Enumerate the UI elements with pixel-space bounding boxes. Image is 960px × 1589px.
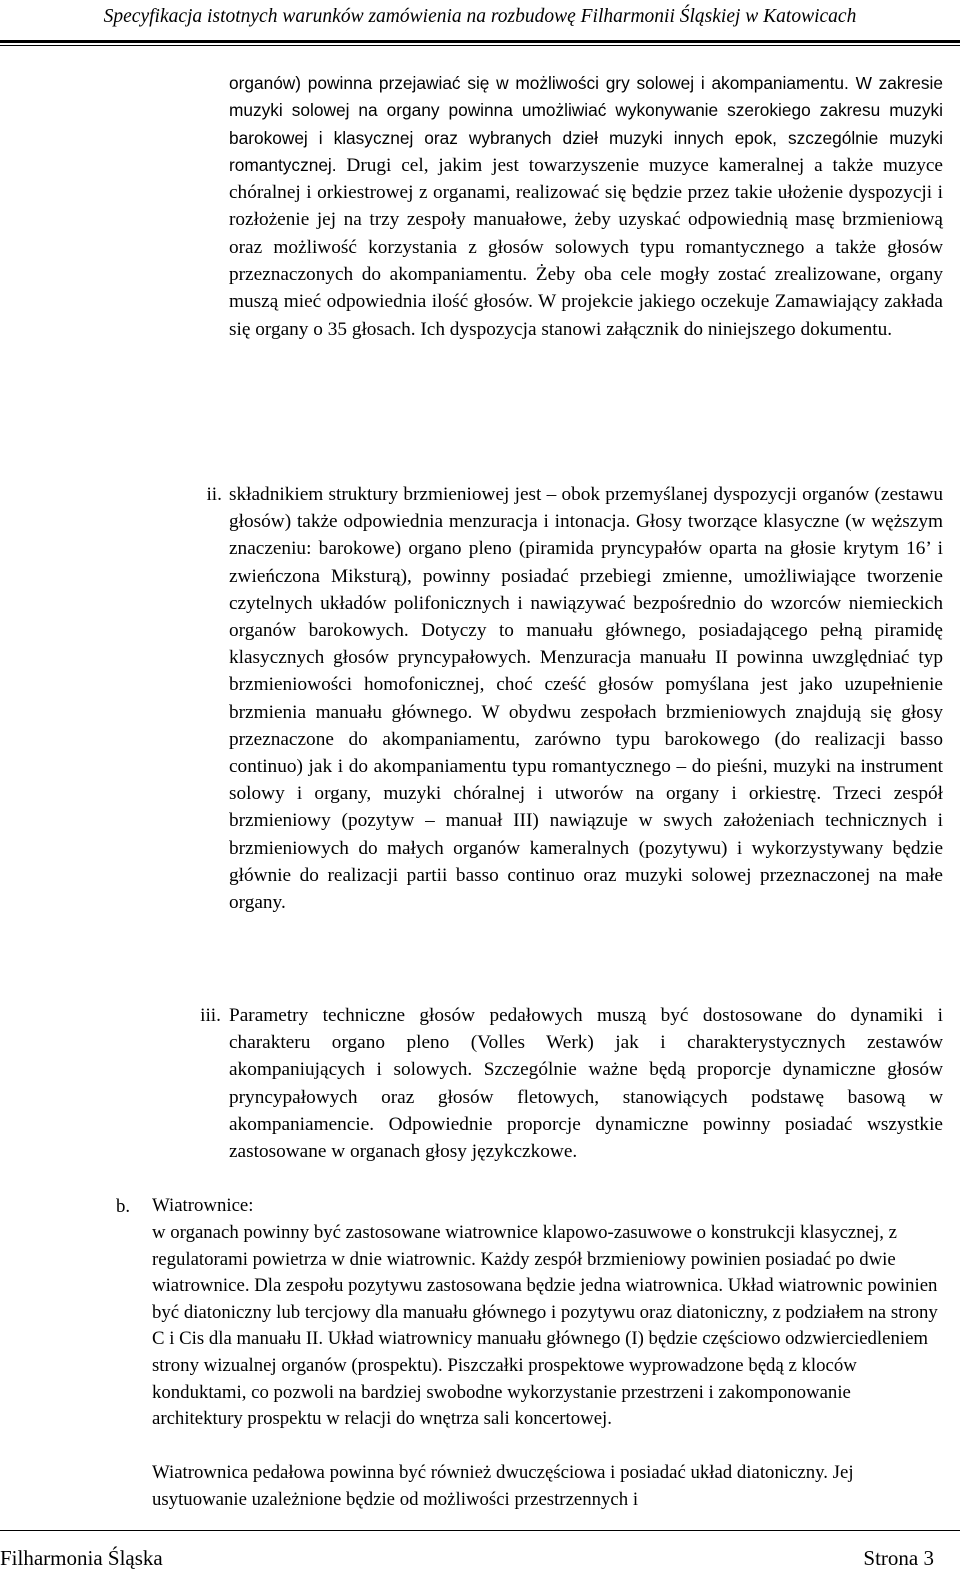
section-i-serif-text: Drugi cel, jakim jest towarzyszenie muzyce kameralnej a także muzyce chóralnej i orkiestrowej z organami, realizować się będzie przez takie ułożenie dyspozycji i rozłożenie jej na trzy zespoły manuałowe, żeby uzyskać odpowiednią masę brzmieniową oraz możliwość korzystania z głosów solowych typu romantycznego a także głosów przeznaczonych do akompaniamentu. Żeby oba cele mogły zostać zrealizowane, organy muszą mieć odpowiednia ilość głosów. W projekcie jakiego oczekuje Zamawiający zakłada się organy o 35 głosach. Ich dyspozycja stanowi załącznik do niniejszego dokumentu. bbox=[229, 154, 943, 340]
section-i-paragraph bbox=[229, 70, 943, 343]
footer-organization: Filharmonia Śląska bbox=[0, 1546, 163, 1570]
running-header bbox=[0, 0, 960, 56]
section-i-sans-text: organów) powinna przejawiać się w możliwości gry solowej i akompaniamentu. W zakresie muzyki solowej na organy powinna umożliwiać wykonywanie szerokiego zakresu muzyki barokowej i klasycznej oraz wybranych dzieł muzyki innych epok, szczególnie muzyki romantycznej. bbox=[229, 73, 943, 175]
page-number: Strona 3 bbox=[863, 1546, 934, 1570]
section-ii-paragraph: składnikiem struktury brzmieniowej jest – obok przemyślanej dyspozycji organów (zestawu głosów) także odpowiednia menzuracja i intonacja. Głosy tworzące klasyczne (w węższym znaczeniu: barokowe) organo pleno (piramida pryncypałów oparta na głosie krytym 16’ i zwieńczona Miksturą), powinny posiadać przebiegi zmienne, umożliwiające tworzenie czytelnych układów polifonicznych i nawiązywać bezpośrednio do wzorców niemieckich organów barokowych. Dotyczy to manuału głównego, posiadającego pełną piramidę klasycznych głosów pryncypałowych. Menzuracja manuału II powinna uwzględniać typ brzmieniowości homofonicznej, choć cześć głosów pomyślana jest jako uzupełnienie brzmienia manuału głównego. W obydwu zespołach brzmieniowych znajdują się głosy przeznaczone do akompaniamentu, zarówno typu barokowego (do realizacji basso continuo) jak i do akompaniamentu typu romantycznego – do pieśni, muzyki na instrument solowy i organy, muzyki chóralnej i utworów na organy i orkiestrę. Trzeci zespół brzmieniowy (pozytyw – manuał III) nawiązuje w swych założeniach technicznych i brzmieniowych do małych organów kameralnych (pozytywu) i wykorzystywany będzie głównie do realizacji partii basso continuo oraz muzyki solowej przeznaczonej na małe organy. bbox=[229, 484, 943, 914]
section-iii-paragraph: Parametry techniczne głosów pedałowych muszą być dostosowane do dynamiki i charakteru organo pleno (Volles Werk) jak i charakterystycznych zestawów akompaniujących i solowych. Szczególnie ważne będą proporcje dynamiczne głosów pryncypałowych oraz głosów fletowych, stanowiących podstawę basową w akompaniamencie. Odpowiednie proporcje dynamiczne powinny posiadać wszystkie zastosowane w organach głosy językczkowe. bbox=[229, 1005, 943, 1163]
header-title: Specyfikacja istotnych warunków zamówienia na rozbudowę Filharmonii Śląskiej w Katowicach bbox=[103, 6, 857, 27]
section-b-paragraph-1: w organach powinny być zastosowane wiatrownice klapowo-zasuwowe o konstrukcji klasycznej, z regulatorami powietrza w dnie wiatrownic. Każdy zespół brzmieniowy powinien posiadać po dwie wiatrownice. Dla zespołu pozytywu zastosowana będzie jedna wiatrownica. Układ wiatrownic powinien być diatoniczny lub tercjowy dla manuału głównego i pozytywu oraz diatoniczny, z podziałem na strony C i Cis dla manuału II. Układ wiatrownicy manuału głównego (I) będzie częściowo odzwierciedleniem strony wizualnej organów (prospektu). Piszczałki prospektowe wyprowadzone będą z kloców konduktami, co pozwoli na bardziej swobodne wykorzystanie przestrzeni i zakomponowanie architektury prospektu w relacji do wnętrza sali koncertowej. bbox=[152, 1222, 938, 1430]
section-b-paragraph-2: Wiatrownica pedałowa powinna być również dwuczęściowa i posiadać układ diatoniczny. Jej usytuowanie uzależnione będzie od możliwości przestrzennych i bbox=[152, 1462, 854, 1510]
page-footer bbox=[0, 1538, 960, 1578]
footer-rule bbox=[0, 1530, 960, 1531]
list-marker-b: b. bbox=[116, 1196, 131, 1217]
list-marker-ii: ii. bbox=[206, 484, 222, 505]
list-marker-iii: iii. bbox=[200, 1005, 221, 1026]
header-rule bbox=[0, 40, 960, 46]
section-b-heading: Wiatrownice: bbox=[152, 1195, 254, 1216]
